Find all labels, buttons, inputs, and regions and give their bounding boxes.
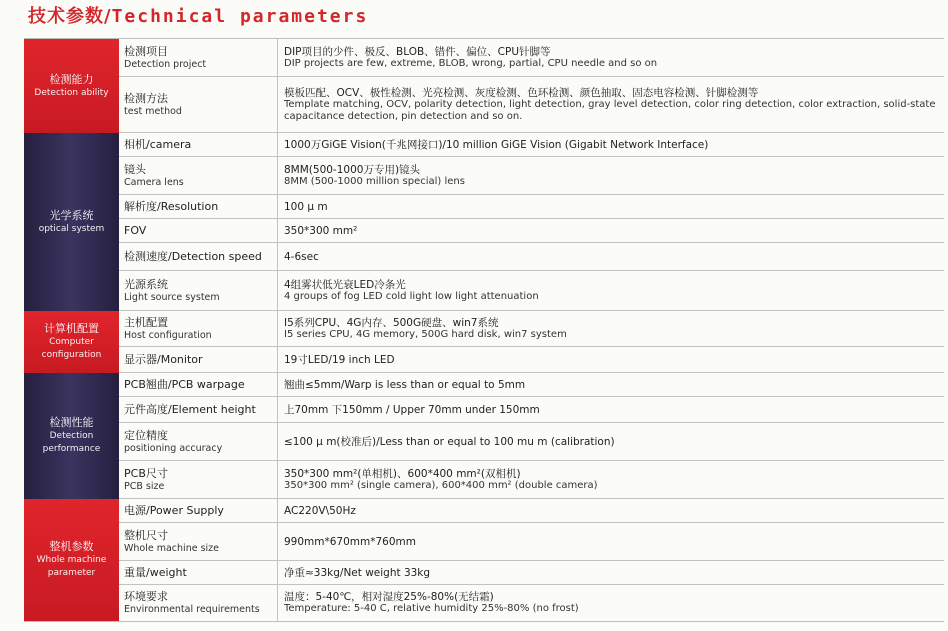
value-secondary: DIP projects are few, extreme, BLOB, wrong, partial, CPU needle and so on	[284, 57, 658, 69]
value-primary: 4-6sec	[284, 250, 319, 263]
key-secondary: positioning accuracy	[124, 442, 223, 454]
table-row	[119, 243, 944, 271]
value-primary: 4组雾状低光衰LED冷条光	[284, 278, 406, 291]
table-row	[119, 157, 944, 195]
category-label-zh: 检测性能	[49, 416, 94, 429]
row-key	[119, 461, 278, 498]
key-primary: 重量/weight	[124, 566, 187, 579]
key-secondary: Light source system	[124, 291, 220, 303]
key-secondary: test method	[124, 105, 182, 117]
table-row	[119, 373, 944, 397]
row-key	[119, 311, 278, 346]
value-secondary: I5 series CPU, 4G memory, 500G hard disk, win7 system	[284, 328, 567, 340]
category-label-en: Whole machine parameter	[36, 555, 107, 578]
value-primary: 上70mm 下150mm / Upper 70mm under 150mm	[284, 403, 540, 416]
key-secondary: Whole machine size	[124, 542, 219, 554]
key-primary: 显示器/Monitor	[124, 353, 203, 366]
row-value	[278, 219, 944, 242]
row-key	[119, 397, 278, 422]
row-value	[278, 373, 944, 396]
title-en: Technical parameters	[111, 6, 369, 27]
category-computer-configuration	[24, 311, 119, 373]
table-row	[119, 133, 944, 157]
row-value	[278, 77, 944, 132]
category-label-zh: 检测能力	[49, 72, 94, 86]
table-row	[119, 461, 944, 499]
value-primary: 温度：5-40℃，相对湿度25%-80%(无结霜)	[284, 591, 494, 603]
row-value	[278, 561, 944, 584]
key-primary: 环境要求	[124, 590, 168, 603]
value-primary: 19寸LED/19 inch LED	[284, 353, 395, 366]
category-label-en: Detection performance	[42, 431, 101, 454]
key-primary: FOV	[124, 224, 147, 237]
value-primary: 8MM(500-1000万专用)镜头	[284, 163, 421, 176]
row-key	[119, 195, 278, 218]
key-primary: 相机/camera	[124, 138, 192, 151]
row-key	[119, 77, 278, 132]
value-secondary: Template matching, OCV, polarity detection, light detection, gray level detection, color ring detection, color extraction, solid-state capacitance detection, pin detection and so on.	[284, 98, 936, 122]
key-secondary: Camera lens	[124, 176, 184, 188]
row-key	[119, 243, 278, 270]
row-value	[278, 461, 944, 498]
parameters-table	[24, 38, 944, 622]
row-value	[278, 585, 944, 621]
table-row	[119, 397, 944, 423]
value-primary: 350*300 mm²(单相机)、600*400 mm²(双相机)	[284, 467, 521, 480]
rows-column	[119, 39, 944, 621]
table-row	[119, 499, 944, 523]
key-primary: 检测方法	[124, 91, 168, 105]
value-secondary: 4 groups of fog LED cold light low light attenuation	[284, 290, 539, 302]
table-row	[119, 585, 944, 621]
table-row	[119, 39, 944, 77]
row-key	[119, 219, 278, 242]
value-primary: 100 μ m	[284, 200, 328, 213]
row-value	[278, 311, 944, 346]
value-secondary: Temperature: 5-40 C, relative humidity 25%-80% (no frost)	[284, 603, 579, 614]
title-sep: /	[104, 6, 112, 27]
title-zh: 技术参数	[28, 6, 104, 27]
key-primary: 整机尺寸	[124, 528, 168, 542]
row-value	[278, 347, 944, 372]
value-primary: 990mm*670mm*760mm	[284, 535, 416, 548]
value-primary: 350*300 mm²	[284, 224, 358, 237]
category-detection-performance	[24, 373, 119, 499]
table-row	[119, 219, 944, 243]
key-primary: 解析度/Resolution	[124, 200, 219, 213]
category-label-zh: 计算机配置	[44, 322, 99, 335]
key-secondary: Host configuration	[124, 329, 212, 341]
row-value	[278, 423, 944, 460]
row-key	[119, 157, 278, 194]
row-key	[119, 523, 278, 560]
category-whole-machine-parameter	[24, 499, 119, 621]
category-column	[24, 39, 119, 621]
row-key	[119, 423, 278, 460]
key-primary: 检测速度/Detection speed	[124, 250, 262, 263]
row-value	[278, 39, 944, 76]
row-key	[119, 561, 278, 584]
row-value	[278, 157, 944, 194]
value-primary: 翘曲≤5mm/Warp is less than or equal to 5mm	[284, 378, 526, 391]
row-value	[278, 195, 944, 218]
value-primary: 净重≈33kg/Net weight 33kg	[284, 566, 431, 579]
value-primary: I5系列CPU、4G内存、500G硬盘、win7系统	[284, 316, 499, 329]
key-primary: PCB尺寸	[124, 466, 168, 480]
key-primary: 光源系统	[124, 277, 168, 291]
table-row	[119, 347, 944, 373]
value-primary: AC220V\50Hz	[284, 504, 356, 517]
row-value	[278, 499, 944, 522]
category-detection-ability	[24, 39, 119, 133]
category-label-en: Computer configuration	[41, 337, 102, 360]
row-key	[119, 499, 278, 522]
value-secondary: 350*300 mm² (single camera), 600*400 mm² (double camera)	[284, 479, 598, 491]
key-primary: 元件高度/Element height	[124, 403, 256, 416]
category-label-zh: 光学系统	[49, 208, 94, 222]
value-primary: 1000万GiGE Vision(千兆网接口)/10 million GiGE Vision (Gigabit Network Interface)	[284, 138, 709, 151]
table-row	[119, 195, 944, 219]
row-key	[119, 373, 278, 396]
row-key	[119, 585, 278, 621]
table-row	[119, 423, 944, 461]
category-optical-system	[24, 133, 119, 311]
key-secondary: Environmental requirements	[124, 604, 260, 615]
row-value	[278, 243, 944, 270]
value-primary: DIP项目的少件、极反、BLOB、错件、偏位、CPU针脚等	[284, 45, 551, 58]
table-row	[119, 77, 944, 133]
key-secondary: Detection project	[124, 58, 207, 70]
key-primary: PCB翘曲/PCB warpage	[124, 378, 245, 391]
value-primary: 模板匹配、OCV、极性检测、光亮检测、灰度检测、色环检测、颜色抽取、固态电容检测、针脚检测等	[284, 86, 759, 99]
row-key	[119, 133, 278, 156]
category-label-zh: 整机参数	[49, 540, 94, 553]
row-value	[278, 523, 944, 560]
key-primary: 检测项目	[124, 44, 168, 58]
table-row	[119, 561, 944, 585]
row-key	[119, 39, 278, 76]
page-title	[28, 3, 368, 31]
key-primary: 镜头	[124, 162, 146, 176]
row-value	[278, 397, 944, 422]
key-primary: 电源/Power Supply	[124, 504, 224, 517]
row-key	[119, 347, 278, 372]
key-primary: 主机配置	[124, 315, 168, 329]
value-primary: ≤100 μ m(校准后)/Less than or equal to 100 mu m (calibration)	[284, 435, 615, 448]
table-row	[119, 311, 944, 347]
row-key	[119, 271, 278, 310]
category-label-en: optical system	[38, 223, 105, 234]
key-secondary: PCB size	[124, 480, 165, 492]
table-row	[119, 523, 944, 561]
row-value	[278, 271, 944, 310]
key-primary: 定位精度	[124, 428, 168, 442]
table-row	[119, 271, 944, 311]
row-value	[278, 133, 944, 156]
value-secondary: 8MM (500-1000 million special) lens	[284, 175, 465, 187]
category-label-en: Detection ability	[34, 87, 109, 98]
